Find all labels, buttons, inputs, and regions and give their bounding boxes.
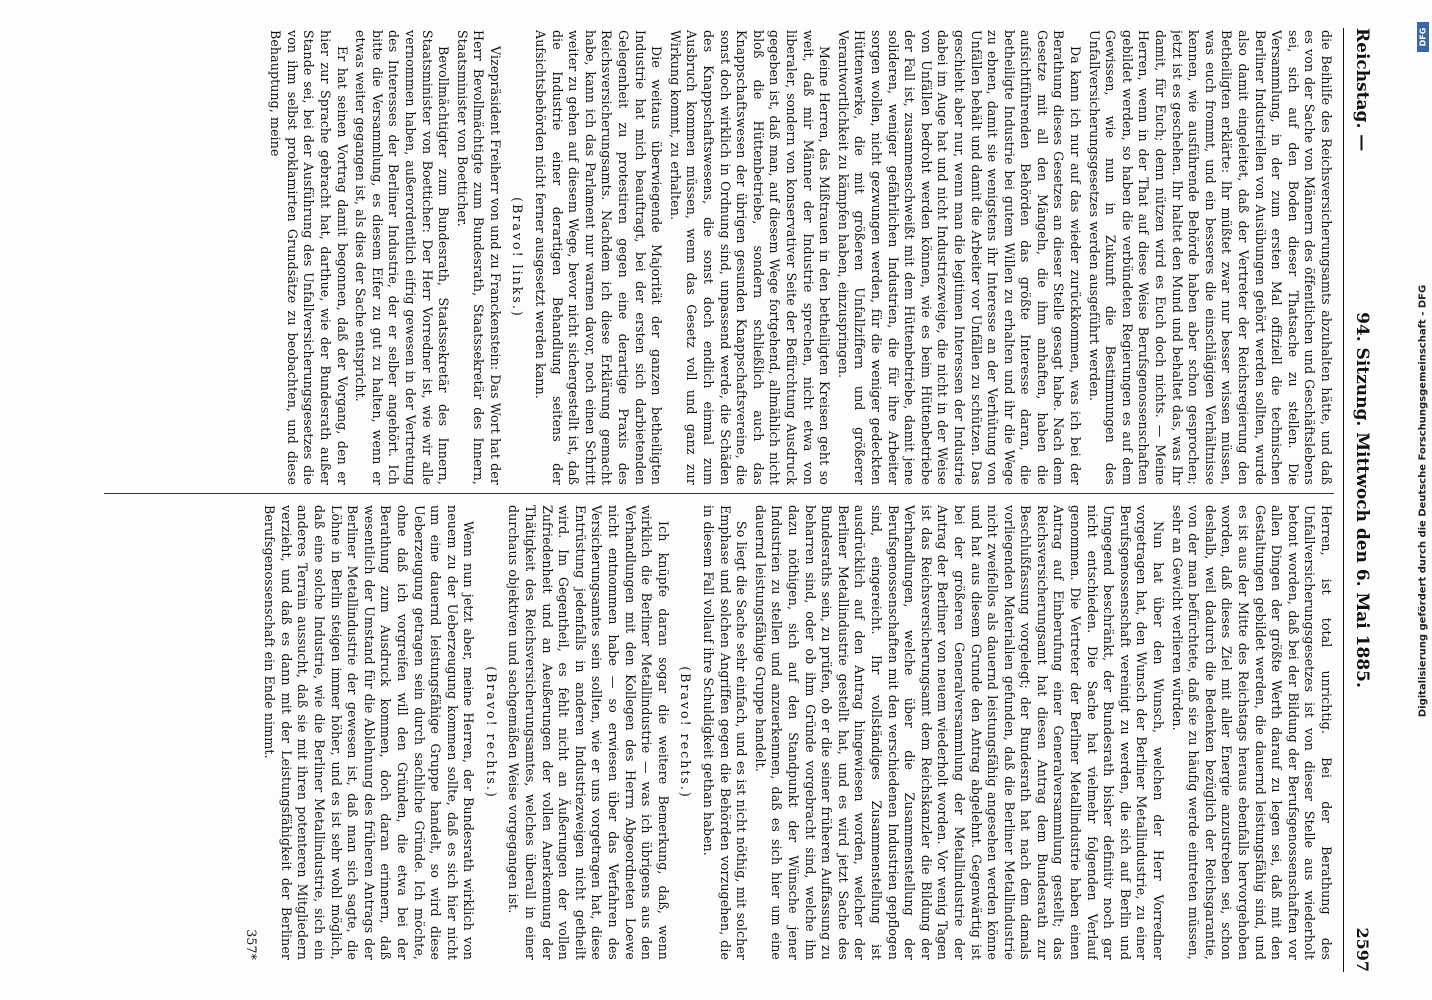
digitization-note-text: Digitalisierung gefördert durch die Deutsche Forschungsgemeinschaft - DFG xyxy=(1417,284,1429,717)
page-header xyxy=(1346,28,1372,972)
sheet-signature: 357* xyxy=(243,929,259,960)
digitization-note xyxy=(1417,284,1429,717)
dfg-logo-text: DFG xyxy=(1418,27,1428,47)
paragraph: Nun hat über den Wunsch, welchen der Herr Vorredner vorgetragen hat, den Wunsch der Berliner Metallindustrie, zu einer Berufsgenossenschaft vereinigt zu werden, die sich auf Berlin und Umgegend beschränkt, der Bundesrath bisher definitiv noch gar nicht entschieden. Die Sache hat vielmehr folgenden Verlauf genommen. Die Vertreter der Berliner Metallindustrie haben einen Antrag auf Einberufung einer Generalversammlung gestellt; das Reichsversicherungsamt hat diesen Antrag dem Bundesrath zur Beschlußfassung vorgelegt; der Bundesrath hat nach dem damals vorliegenden Materialien gefunden, daß die Berliner Metallindustrie nicht zweifellos als dauernd leistungsfähig angesehen werden könne und hat aus diesem Grunde den Antrag abgelehnt. Gegenwärtig ist bei der größeren Generalversammlung der Metallindustrie der Antrag der Berliner von neuem wiederholt worden. Vor wenig Tagen ist das Reichsversicherungsamt dem Reichskanzler die Bildung der Verhandlungen, welche über die Zusammenstellung der Berufsgenossenschaften mit den verschiedenen Industrien gepflogen sind, eingereicht. Ihr vollständiges Zusammenstellung ist ausdrücklich auf den Antrag hingewiesen worden, welcher der Berliner Metallindustrie gestellt hat, und es wird jetzt Sache des Bundesraths sein, zu prüfen, ob er die seiner früheren Auffassung zu beharren sind, oder ob ihm Gründe vorgebracht sind, welche ihn dazu nöthigen, sich auf den Standpunkt der Wünsche jener Industrien zu stellen und anzuerkennen, daß es sich hier um eine dauernd leistungsfähige Gruppe handelt. xyxy=(752,505,1167,960)
paragraph: Bevollmächtigter zum Bundesrath, Staatssekretär des Innern, Staatsminister von Boetticher: Der Herr Vorredner ist, wie wir alle vernommen haben, außerordentlich eifrig gewesen in der Vertretung des Interesses der Berliner Industrie, der er selber angehört. Ich bitte die Versammlung, es diesem Eifer zu gut zu halten, wenn er etwas weiter gegangen ist, als dies der Sache entspricht. xyxy=(353,30,452,485)
paragraph: Er hat seinen Vortrag damit begonnen, daß der Vorgang, den er hier zur Sprache gebracht hat, darthue, wie der Bundesrath außer Stande sei, bei der Ausführung des Unfallversicherungsgesetzes die von ihm selbst proklamirten Grundsätze zu beobachten, und diese Behauptung, meine xyxy=(268,30,350,485)
header-rule xyxy=(1343,28,1344,972)
paragraph: Wenn nun jetzt aber, meine Herren, der Bundesrath wirklich von neuem zu der Ueberzeugung kommen sollte, daß es sich hier nicht um eine dauernd leistungsfähige Gruppe handelt, so wird diese Ueberzeugung getragen sein durch sachliche Gründe. Ich möchte, ohne daß ich vorgreifen will den Gründen, die etwa bei der Berathung zum Ausdruck kommen, doch daran erinnern, daß wesentlich der Umstand für die Ablehnung des früheren Antrags der Berliner Metallindustrie der gewesen ist, daß man sich sagte, die Löhne in Berlin steigen immer höher, und es ist sehr wohl möglich, daß eine solche Industrie, wie die Berliner Metallindustrie, sich ein anderes Terrain aussucht, daß sie mit ihren potenteren Mitgliedern verzieht, und daß es dann mit der Leistungsfähigkeit der Berliner Berufsgenossenschaft ein Ende nimmt. xyxy=(262,505,477,960)
left-column xyxy=(94,30,1334,485)
column-divider xyxy=(104,493,1334,494)
paragraph: Vizepräsident Freiherr von und zu Franckenstein: Das Wort hat der Herr Bevollmächtigte zum Bundesrath, Staatssekretär des Innern, Staatsminister von Boetticher. xyxy=(454,30,503,485)
stage-direction: (Bravo! links.) xyxy=(510,197,526,318)
right-column xyxy=(94,505,1334,960)
header-left: Reichstag. — xyxy=(1352,28,1372,152)
rotated-page-content xyxy=(36,10,1396,990)
header-center: 94. Sitzung. Mittwoch den 6. Mai 1885. xyxy=(1352,312,1372,688)
page-number: 2597 xyxy=(1353,927,1372,972)
dfg-logo xyxy=(1417,22,1429,52)
paragraph: die Beihilfe des Reichsversicherungsamts abzuhalten hätte, und daß es von der Sache von Männern des öffentlichen und Geschäftslebens sei, sich auf den Boden dieser Thatsache zu stellen. Die Versammlung, in der zum ersten Mal offiziell die technischen Berliner Industriellen von Ausübungen gehört werden sollten, wurde also damit eingeleitet, daß der Vertreter der Reichsregierung den Betheiligten erklärte: Ihr müßtet zwar nur besser wissen müssen, was euch frommt, und ein besseres die einschlägigen Verhältnisse kennen, wie ausführende Behörde haben aber schon gesprochen; jetzt ist es geschehen. Ihr haltet den Mund und behaltet das, was Ihr damit, für Euch; denn nützen wird es Euch doch nichts. — Meine Herren, wenn in der That auf diese Weise Berufsgenossenschaften gebildet werden, so haben die verbündeten Regierungen es auf dem Gewissen, wie nun in Zukunft die Bestimmungen des Unfallversicherungsgesetzes werden ausgeführt werden. xyxy=(1086,30,1334,485)
paragraph: So liegt die Sache sehr einfach, und es ist nicht nöthig, mit solcher Emphase und solchen Angriffen gegen die Behörden vorzugehen, die in diesem Fall vollauf ihre Schuldigkeit gethan haben. xyxy=(701,505,750,960)
stage-direction: (Bravo! rechts.) xyxy=(678,666,694,799)
paragraph: Da kann ich nur auf das wieder zurückkommen, was ich bei der Berathung dieses Gesetzes an dieser Stelle gesagt habe. Nach dem Gesetze mit all den Mängeln, die ihm anhaften, haben die aufsichtführenden Behörden das größte Interesse daran, die betheiligte Industrie bei gutem Willen zu erhalten und ihr die Wege zu ebnen, damit sie wenigstens ihr Interesse an der Verhütung von Unfällen behält und damit die Arbeiter vor Unfällen zu schützen. Das geschieht aber nur, wenn man die legitimen Interessen der Industrie dabei im Auge hat und nicht Industriezweige, die nicht in der Weise von Unfällen bedroht werden können, wie es beim Hüttenbetriebe der Fall ist, zusammenschweißt mit dem Hüttenbetriebe, damit jene solideren, weniger gefährlichen Industrien, die für ihre Arbeiter sorgen wollen, nicht gezwungen werden, für die weniger gedeckten Hüttenwerke, die mit größeren Unfallziffern und größerer Verantwortlichkeit zu kämpfen haben, einzuspringen. xyxy=(835,30,1084,485)
stage-direction: (Bravo! rechts.) xyxy=(483,666,499,799)
paragraph: Ich knüpfe daran sogar die weitere Bemerkung, daß, wenn wirklich die Berliner Metallindustrie — was ich übrigens aus den Verhandlungen mit den Kollegen des Herrn Abgeordneten Loewe nicht entnommen habe — so erwiesen über das Verfahren des Versicherungsamtes sein sollten, wie er uns vorgetragen hat, diese Entrüstung jedenfalls in anderen Industriezweigen nicht getheilt wird. Im Gegentheil, es fehlt nicht an Äußerungen der vollen Zufriedenheit und an Aeußerungen der vollen Anerkennung der Thätigkeit des Reichsversicherungsamtes, welches überall in einer durchaus objektiven und sachgemäßen Weise vorgegangen ist. xyxy=(506,505,671,960)
paragraph: Die weitaus überwiegende Majorität der ganzen betheiligten Industrie hat mich beauftragt, bei der ersten sich darbietenden Gelegenheit zu protestiren gegen eine derartige Praxis des Reichsversicherungsamts. Nachdem ich diese Erklärung gemacht habe, kann ich das Parlament nur warnen davor, noch einen Schritt weiter zu gehen auf diesem Wege, bevor nicht sichergestellt ist, daß die Industrie einer derartigen Behandlung seitens der Aufsichtsbehörden nicht ferner ausgesetzt werden kann. xyxy=(533,30,665,485)
paragraph: Herren, ist total unrichtig. Bei der Berathung des Unfallversicherungsgesetzes ist von dieser Stelle aus wiederholt betont worden, daß bei der Bildung der Berufsgenossenschaften vor allen Dingen der größte Werth darauf zu legen sei, daß mit den Gestaltungen gebildet werden, die dauernd leistungsfähig sind, und es ist aus der Mitte des Reichstags heraus ebenfalls hervorgehoben worden, daß dieses Ziel mit aller Energie anzustreben sei, schon deshalb, weil dadurch die Bedenken bezüglich der Reichsgarantie, von der man befürchtete, daß sie zu häufig werde eintreten müssen, sehr an Gewicht verlieren würden. xyxy=(1169,505,1334,960)
paragraph: Meine Herren, das Mißtrauen in den betheiligten Kreisen geht so weit, daß mir Männer der Industrie sprechen, nicht etwa von liberaler, sondern von konservativer Seite der Befürchtung Ausdruck gegeben ist, daß man, auf diesem Wege fortgehend, allmählich nicht bloß die Hüttenbetriebe, sondern schließlich auch das Knappschaftswesen der übrigen gesunden Knappschaftsvereine, die sonst doch wirklich in Ordnung sind, unpassend werde, die Schäden des Knappschaftswesens, die sonst doch endlich einmal zum Ausbruch kommen müssen, wenn das Gesetz voll und ganz zur Wirkung kommt, zu erhalten. xyxy=(667,30,833,485)
